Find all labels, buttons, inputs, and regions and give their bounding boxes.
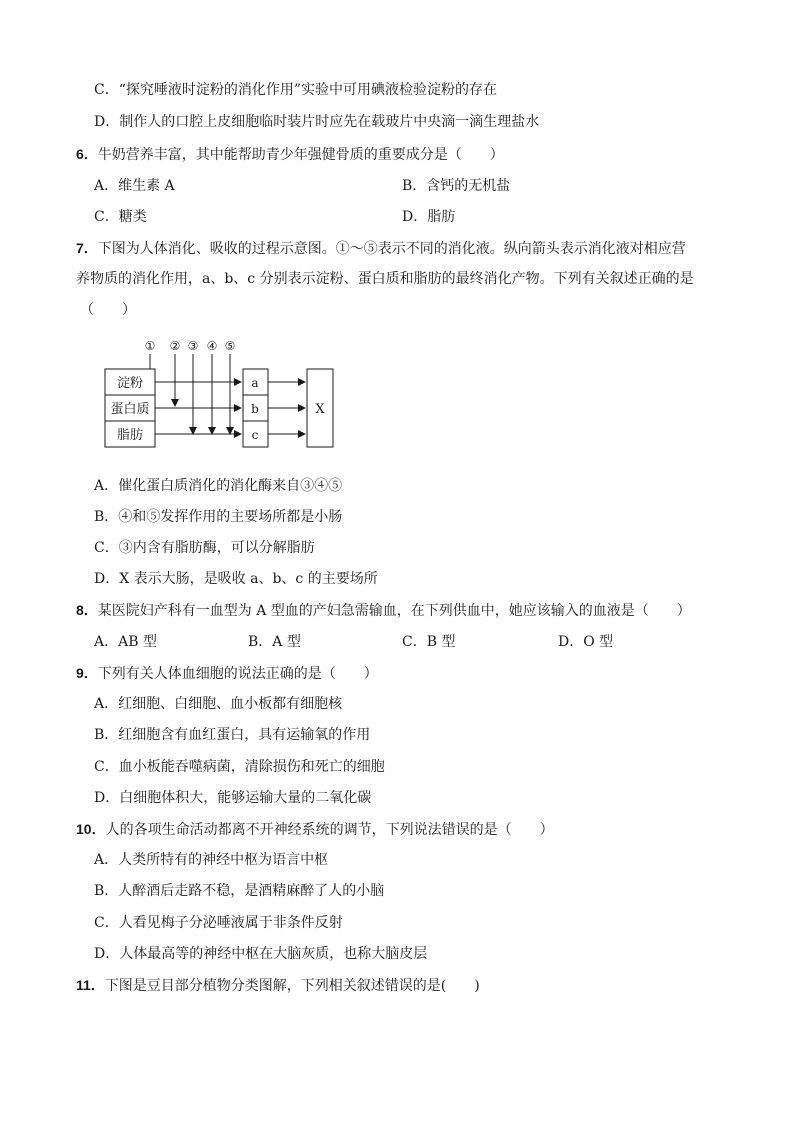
q7-option-c: C．③内含有脂肪酶，可以分解脂肪 <box>94 540 315 556</box>
q7-stem-2: 养物质的消化作用，a、b、c 分别表示淀粉、蛋白质和脂肪的最终消化产物。下列有关叙述正确的是 <box>76 271 694 287</box>
substrate-fat: 脂肪 <box>116 428 144 443</box>
q7-option-a: A．催化蛋白质消化的消化酶来自③④⑤ <box>94 478 343 494</box>
q8-option-b: B．A 型 <box>248 634 301 650</box>
q10-option-d: D．人体最高等的神经中枢在大脑灰质，也称大脑皮层 <box>94 946 428 962</box>
q11-stem: 下图是豆目部分植物分类图解，下列相关叙述错误的是( ) <box>104 978 480 994</box>
q10-number: 10． <box>76 821 106 837</box>
q10-stem: 人的各项生命活动都离不开神经系统的调节，下列说法错误的是（ ） <box>105 822 554 838</box>
q10-option-a: A．人类所特有的神经中枢为语言中枢 <box>94 852 329 868</box>
q11-number: 11． <box>76 977 105 993</box>
q7-stem-line-1 <box>76 238 686 259</box>
q6-number: 6． <box>76 146 98 162</box>
q9-stem: 下列有关人体血细胞的说法正确的是（ ） <box>97 666 378 682</box>
enzyme-label-1: ① <box>144 339 156 353</box>
q9-option-a: A．红细胞、白细胞、血小板都有细胞核 <box>94 696 343 712</box>
q6-stem: 牛奶营养丰富，其中能帮助青少年强健骨质的重要成分是（ ） <box>97 147 504 163</box>
enzyme-label-5: ⑤ <box>224 339 236 353</box>
substrate-starch: 淀粉 <box>116 376 144 391</box>
q11-stem-line <box>76 975 480 996</box>
enzyme-label-2: ② <box>169 339 181 353</box>
q10-option-c: C．人看见梅子分泌唾液属于非条件反射 <box>94 915 343 931</box>
q8-option-a: A．AB 型 <box>94 634 157 650</box>
q9-option-d: D．白细胞体积大，能够运输大量的二氧化碳 <box>94 790 372 806</box>
q6-option-d: D．脂肪 <box>402 209 456 225</box>
q7-option-d: D．X 表示大肠，是吸收 a、b、c 的主要场所 <box>94 571 378 587</box>
product-c: c <box>251 428 259 442</box>
q10-option-b: B．人醉酒后走路不稳，是酒精麻醉了人的小脑 <box>94 883 385 899</box>
q8-number: 8． <box>76 602 98 618</box>
q9-number: 9． <box>76 665 98 681</box>
q9-stem-line <box>76 663 378 684</box>
product-b: b <box>251 402 259 416</box>
organ-x-label: X <box>315 402 325 417</box>
q7-option-b: B．④和⑤发挥作用的主要场所都是小肠 <box>94 509 343 525</box>
q8-option-c: C．B 型 <box>402 634 456 650</box>
q8-stem-line <box>76 600 691 621</box>
enzyme-label-4: ④ <box>206 339 218 353</box>
q7-stem-1: 下图为人体消化、吸收的过程示意图。①～⑤表示不同的消化液。纵向箭头表示消化液对相应营 <box>97 241 686 257</box>
digestion-diagram <box>100 332 360 456</box>
q5-option-d: D．制作人的口腔上皮细胞临时装片时应先在载玻片中央滴一滴生理盐水 <box>94 114 540 130</box>
q8-stem: 某医院妇产科有一血型为 A 型血的产妇急需输血，在下列供血中，她应该输入的血液是（ ） <box>97 603 691 619</box>
q8-option-d: D．O 型 <box>558 634 614 650</box>
q6-option-a: A．维生素 A <box>94 178 175 194</box>
q9-option-b: B．红细胞含有血红蛋白，具有运输氧的作用 <box>94 727 371 743</box>
q10-stem-line <box>76 819 554 840</box>
q6-stem-line <box>76 144 504 165</box>
q7-stem-3: （ ） <box>80 302 136 318</box>
substrate-protein: 蛋白质 <box>110 402 150 417</box>
q9-option-c: C．血小板能吞噬病菌，清除损伤和死亡的细胞 <box>94 759 385 775</box>
q5-option-c: C．“探究唾液时淀粉的消化作用”实验中可用碘液检验淀粉的存在 <box>94 82 498 98</box>
q6-option-c: C．糖类 <box>94 209 147 225</box>
product-a: a <box>251 376 259 390</box>
enzyme-label-3: ③ <box>187 339 199 353</box>
q7-number: 7． <box>76 240 98 256</box>
q6-option-b: B．含钙的无机盐 <box>402 178 511 194</box>
